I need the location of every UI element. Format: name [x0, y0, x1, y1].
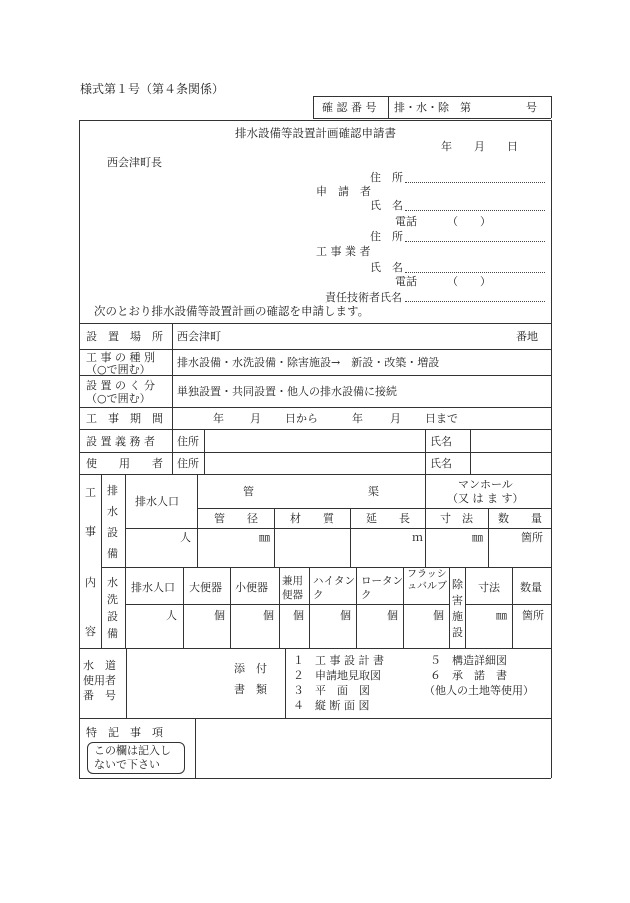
location-label: 設 置 場 所: [86, 330, 163, 343]
length-header: 延 長: [366, 512, 410, 525]
flush-label-1: 水: [107, 576, 118, 589]
user-address-label: 住所: [177, 457, 199, 470]
high-tank-label: ハイタンク: [313, 575, 355, 601]
period-label: 工 事 期 間: [86, 412, 163, 425]
period-day2[interactable]: 日まで: [425, 412, 458, 425]
drain-unit-person: 人: [180, 531, 191, 544]
toilet-small-label: 小便器: [235, 581, 268, 594]
flush-unit-small: 個: [263, 609, 274, 622]
contractor-address-label: 住 所: [370, 230, 403, 243]
flush-unit-high: 個: [340, 609, 351, 622]
drain-label-1: 排: [107, 484, 118, 497]
flush-size-header: 寸法: [478, 581, 500, 594]
remarks-note-1: この欄は記入し: [94, 744, 171, 757]
drain-label-4: 備: [107, 547, 118, 560]
low-tank-label: ロータンク: [361, 575, 403, 601]
request-text: 次のとおり排水設備等設置計画の確認を申請します。: [94, 304, 370, 318]
pipe-diameter-header: 管 径: [214, 512, 258, 525]
application-title: 排水設備等設置計画確認申請書: [235, 126, 396, 140]
attach-label-1: 添 付: [234, 662, 267, 675]
work-type-label: 工 事 の 種 別: [86, 351, 155, 364]
attach-item-1: １ 工 事 設 計 書: [293, 654, 384, 667]
attach-item-5: ５ 構造詳細図: [430, 654, 507, 667]
period-year1[interactable]: 年: [213, 412, 224, 425]
flush-count-header: 数量: [520, 581, 542, 594]
attach-item-6-note: （他人の土地等使用）: [424, 684, 534, 697]
contractor-name-label: 氏 名: [370, 261, 403, 274]
flush-unit-place: 箇所: [522, 609, 544, 622]
flush-unit-mm: ㎜: [496, 609, 507, 622]
period-month2[interactable]: 月: [390, 412, 401, 425]
install-type-label: 設 置 の く 分: [86, 379, 155, 392]
work-content-label-3: 内: [85, 576, 96, 589]
location-suffix: 番地: [516, 330, 538, 343]
flush-unit-low: 個: [387, 609, 398, 622]
water-label-3: 番 号: [83, 689, 116, 702]
drain-channel-label: 渠: [368, 485, 379, 498]
flush-label-3: 設: [107, 610, 118, 623]
flush-label-2: 洗: [107, 593, 118, 606]
attach-item-3: ３ 平 面 図: [293, 684, 370, 697]
flush-label-4: 備: [107, 627, 118, 640]
attach-item-6: ６ 承 諾 書: [430, 669, 507, 682]
location-town: 西会津町: [177, 330, 221, 343]
drain-unit-mm: ㎜: [259, 531, 270, 544]
drain-unit-mm2: ㎜: [472, 531, 483, 544]
period-month1[interactable]: 月: [250, 412, 261, 425]
contractor-phone-label: 電話: [395, 275, 417, 288]
drain-inlet-label: 排水人口: [135, 495, 179, 508]
abatement-label: 除害施設: [452, 578, 463, 639]
work-type-options[interactable]: 排水設備・水洗設備・除害施設→ 新設・改築・増設: [177, 356, 440, 369]
toilet-large-label: 大便器: [189, 581, 222, 594]
count-header: 数 量: [498, 512, 542, 525]
contractor-phone-paren[interactable]: （ ）: [447, 275, 491, 288]
manhole-label: マンホール: [458, 478, 513, 491]
flush-unit-large: 個: [214, 609, 225, 622]
work-content-label-2: 事: [85, 525, 96, 538]
form-number: 様式第１号（第４条関係）: [80, 82, 225, 96]
material-header: 材 質: [290, 512, 334, 525]
remarks-note-2: ないで下さい: [94, 758, 160, 771]
applicant-phone-label: 電話: [395, 215, 417, 228]
contractor-label: 工 事 業 者: [316, 245, 371, 258]
applicant-address-label: 住 所: [370, 171, 403, 184]
applicant-name-label: 氏 名: [370, 199, 403, 212]
drain-label-2: 水: [107, 505, 118, 518]
size-header: 寸 法: [440, 512, 473, 525]
water-label-2: 使用者: [83, 674, 116, 687]
application-date[interactable]: 年 月 日: [441, 140, 518, 153]
remarks-label: 特 記 事 項: [86, 726, 163, 739]
attach-label-2: 書 類: [234, 683, 267, 696]
flush-unit-shared: 個: [293, 609, 304, 622]
obligor-name-label: 氏名: [430, 435, 452, 448]
confirm-number-label: 確 認 番 号: [322, 101, 377, 114]
engineer-name-label: 責任技術者氏名: [325, 291, 402, 304]
attach-item-4: ４ 縦 断 面 図: [293, 699, 370, 712]
work-content-label-4: 容: [85, 625, 96, 638]
work-content-label-1: 工: [85, 486, 96, 499]
period-day1[interactable]: 日から: [285, 412, 318, 425]
drain-unit-m: ｍ: [412, 531, 423, 544]
install-type-options[interactable]: 単独設置・共同設置・他人の排水設備に接続: [177, 385, 397, 398]
drain-unit-place: 箇所: [521, 531, 543, 544]
flush-inlet-label: 排水人口: [131, 581, 175, 594]
confirm-number-value[interactable]: 排・水・除 第 号: [394, 101, 537, 114]
flush-unit-valve: 個: [433, 609, 444, 622]
period-year2[interactable]: 年: [352, 412, 363, 425]
obligor-address-label: 住所: [177, 435, 199, 448]
water-label-1: 水 道: [83, 659, 116, 672]
drain-label-3: 設: [107, 526, 118, 539]
flush-valve-label: フラッシュバルブ: [407, 569, 447, 592]
addressee: 西会津町長: [107, 156, 162, 169]
applicant-label: 申 請 者: [316, 185, 371, 198]
work-type-note: （○で囲む）: [86, 363, 151, 376]
install-type-note: （○で囲む）: [86, 392, 151, 405]
user-label: 使 用 者: [86, 457, 163, 470]
attach-item-2: ２ 申請地見取図: [293, 669, 381, 682]
drain-pipe-label: 管: [243, 485, 254, 498]
applicant-phone-paren[interactable]: （ ）: [447, 215, 491, 228]
user-name-label: 氏名: [430, 457, 452, 470]
obligor-label: 設 置 義 務 者: [86, 435, 155, 448]
flush-unit-person: 人: [166, 609, 177, 622]
manhole-sub-label: （又 は ま す）: [447, 492, 524, 505]
shared-toilet-label: 兼用便器: [282, 575, 303, 601]
